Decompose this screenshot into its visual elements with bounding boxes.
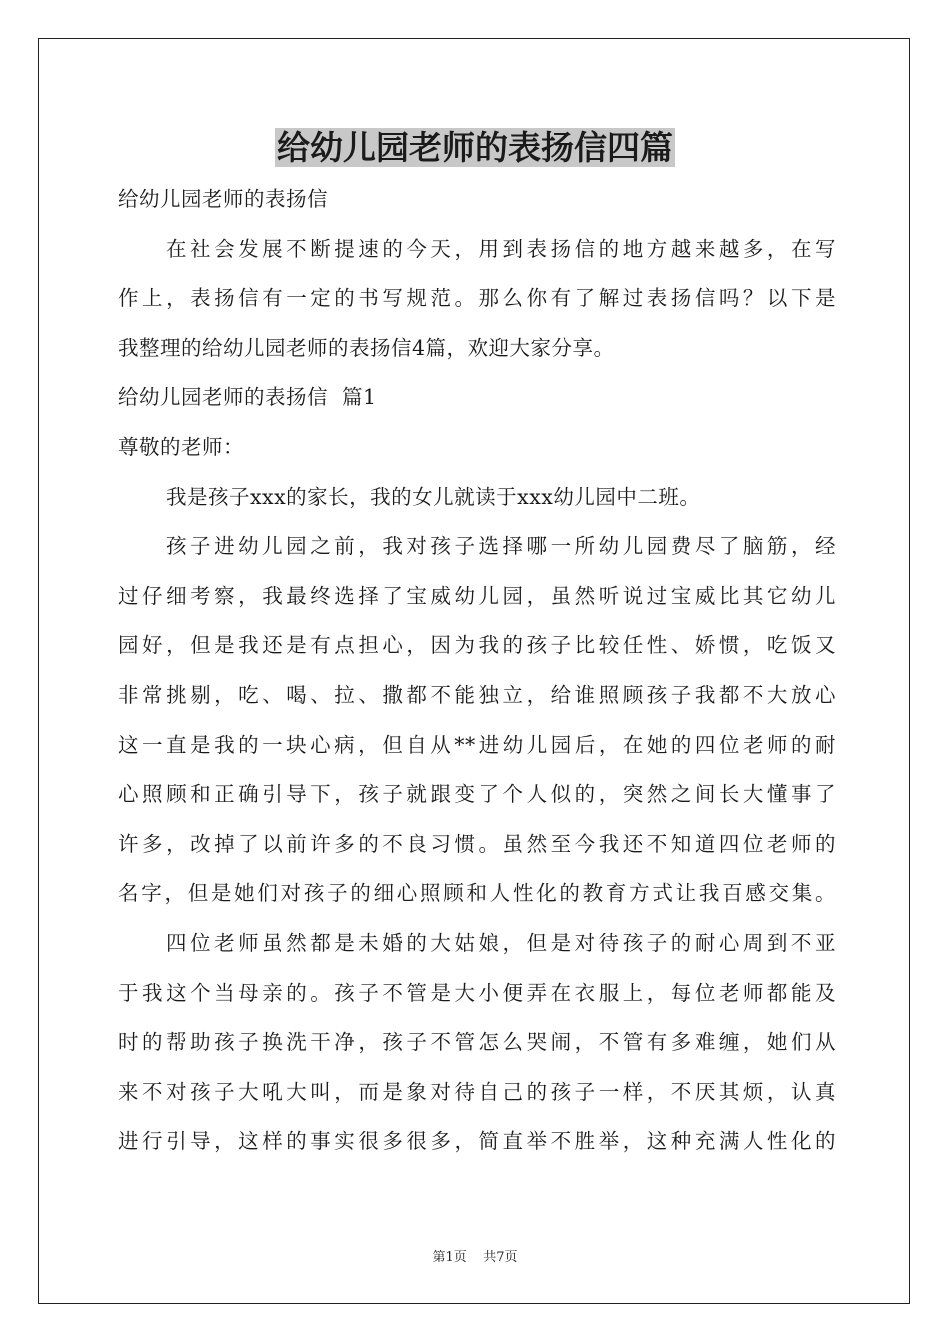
paragraph-line: 进行引导，这样的事实很多很多，简直举不胜举，这种充满人性化的 xyxy=(118,1129,836,1154)
paragraph-line: 作上，表扬信有一定的书写规范。那么你有了解过表扬信吗？以下是 xyxy=(118,286,836,311)
paragraph-line: 于我这个当母亲的。孩子不管是大小便弄在衣服上，每位老师都能及 xyxy=(118,980,836,1005)
paragraph-line: 名字，但是她们对孩子的细心照顾和人性化的教育方式让我百感交集。 xyxy=(118,881,836,906)
page-footer: 第1页 共7页 xyxy=(432,1250,518,1265)
paragraph-line: 我是孩子xxx的家长，我的女儿就读于xxx幼儿园中二班。 xyxy=(166,484,701,509)
document-title: 给幼儿园老师的表扬信四篇 xyxy=(277,128,673,167)
paragraph-line: 来不对孩子大吼大叫，而是象对待自己的孩子一样，不厌其烦，认真 xyxy=(118,1079,836,1104)
paragraph-line: 心照顾和正确引导下，孩子就跟变了个人似的，突然之间长大懂事了 xyxy=(118,782,836,807)
paragraph-line: 我整理的给幼儿园老师的表扬信4篇，欢迎大家分享。 xyxy=(118,335,615,360)
subheading: 给幼儿园老师的表扬信 xyxy=(118,187,328,211)
paragraph-line: 时的帮助孩子换洗干净，孩子不管怎么哭闹，不管有多难缠，她们从 xyxy=(118,1030,836,1055)
paragraph-line: 非常挑剔，吃、喝、拉、撒都不能独立，给谁照顾孩子我都不大放心 xyxy=(118,682,836,707)
paragraph-line: 四位老师虽然都是未婚的大姑娘，但是对待孩子的耐心周到不亚 xyxy=(166,930,836,955)
section-heading: 给幼儿园老师的表扬信 篇1 xyxy=(118,385,377,410)
salutation: 尊敬的老师： xyxy=(118,434,244,459)
paragraph-line: 园好，但是我还是有点担心，因为我的孩子比较任性、娇惯，吃饭又 xyxy=(118,633,836,658)
document-body xyxy=(118,181,836,1173)
paragraph-line: 许多，改掉了以前许多的不良习惯。虽然至今我还不知道四位老师的 xyxy=(118,831,836,856)
paragraph-line: 在社会发展不断提速的今天，用到表扬信的地方越来越多，在写 xyxy=(166,236,836,261)
paragraph-line: 这一直是我的一块心病，但自从**进幼儿园后，在她的四位老师的耐 xyxy=(118,732,836,757)
paragraph-line: 孩子进幼儿园之前，我对孩子选择哪一所幼儿园费尽了脑筋，经 xyxy=(166,534,836,559)
paragraph-line: 过仔细考察，我最终选择了宝威幼儿园，虽然听说过宝威比其它幼儿 xyxy=(118,583,836,608)
